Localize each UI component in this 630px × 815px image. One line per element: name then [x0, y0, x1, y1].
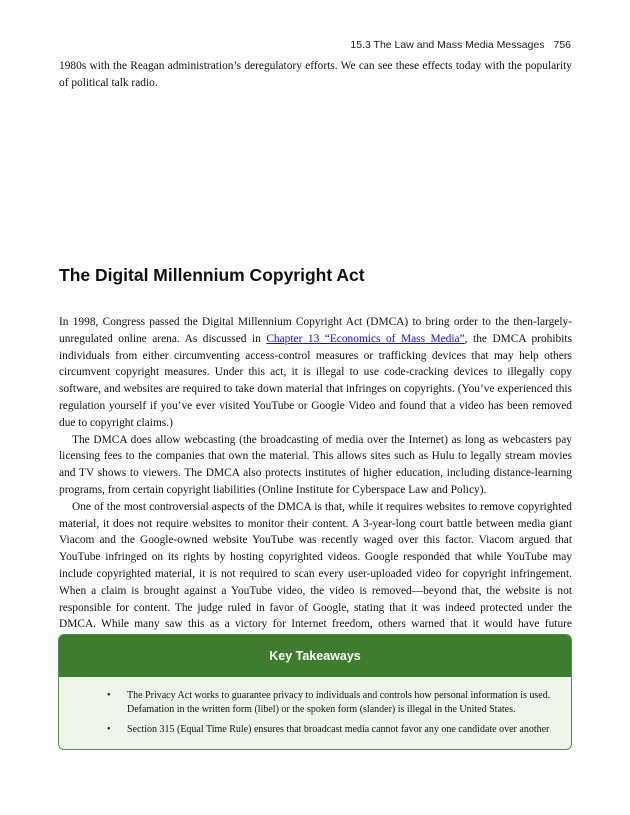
- paragraph-controversy: One of the most controversial aspects of the DMCA is that, while it requires websites to remove copyrighted material, it does not require websites to monitor their content. A 3-year-long court battle between media giant Viacom and the Google-owned website YouTube was recently waged over this factor. Viacom argued that YouTube infringed on its rights by hosting copyrighted videos. Google responded that while YouTube may include copyrighted material, it is not required to scan every user-uploaded video for copyright infringement. When a claim is brought against a YouTube video, the video is removed—beyond that, the website is not responsible for content. The judge ruled in favor of Google, stating that it was indeed protected under the DMCA. While many saw this as a victory for Internet freedom, others warned that it would have future: [59, 500, 572, 631]
- key-takeaway-item: [107, 689, 559, 716]
- bullet-icon: •: [107, 724, 111, 735]
- key-takeaway-item: [107, 723, 559, 737]
- paragraph-dmca-intro-start: In 1998, Congress passed the Digital Millennium Copyright Act (DMCA) to bring order to the then-largely-unregulated online arena. As discussed in: [59, 316, 572, 345]
- page-number: 756: [553, 39, 571, 51]
- section-heading: The Digital Millennium Copyright Act: [59, 265, 365, 285]
- key-takeaway-text: The Privacy Act works to guarantee privacy to individuals and controls how personal information is used. Defamation in the written form (libel) or the spoken form (slander) is illegal in the United States.: [127, 690, 551, 715]
- bullet-icon: •: [107, 690, 111, 701]
- key-takeaways-list: [59, 677, 571, 737]
- running-header: [350, 39, 571, 51]
- key-takeaways-title: Key Takeaways: [59, 635, 571, 677]
- key-takeaways-box: [58, 634, 572, 750]
- continued-paragraph: 1980s with the Reagan administration’s deregulatory efforts. We can see these effects today with the popularity of political talk radio.: [59, 60, 572, 89]
- paragraph-dmca-intro-end: , the DMCA prohibits individuals from either circumventing access-control measures or trafficking devices that may help others circumvent copyright measures. Under this act, it is illegal to use code-cracking devices to illegally copy software, and websites are required to take down material that infringes on copyrights. (You’ve experienced this regulation yourself if you’ve ever visited YouTube or Google Video and found that a video has been removed due to copyright claims.): [59, 332, 572, 429]
- chapter-13-link[interactable]: Chapter 13 “Economics of Mass Media”: [266, 332, 465, 345]
- paragraph-dmca-intro: [59, 314, 572, 432]
- section-body: [59, 314, 572, 650]
- continued-paragraph-block: [59, 58, 572, 92]
- key-takeaway-text: Section 315 (Equal Time Rule) ensures that broadcast media cannot favor any one candidate over another: [127, 724, 550, 735]
- running-header-section: 15.3 The Law and Mass Media Messages: [350, 39, 545, 51]
- paragraph-webcasting: The DMCA does allow webcasting (the broadcasting of media over the Internet) as long as webcasters pay licensing fees to the companies that own the material. This allows sites such as Hulu to legally stream movies and TV shows to viewers. The DMCA also protects institutes of higher education, including distance-learning programs, from certain copyright liabilities (Online Institute for Cyberspace Law and Policy).: [59, 433, 572, 496]
